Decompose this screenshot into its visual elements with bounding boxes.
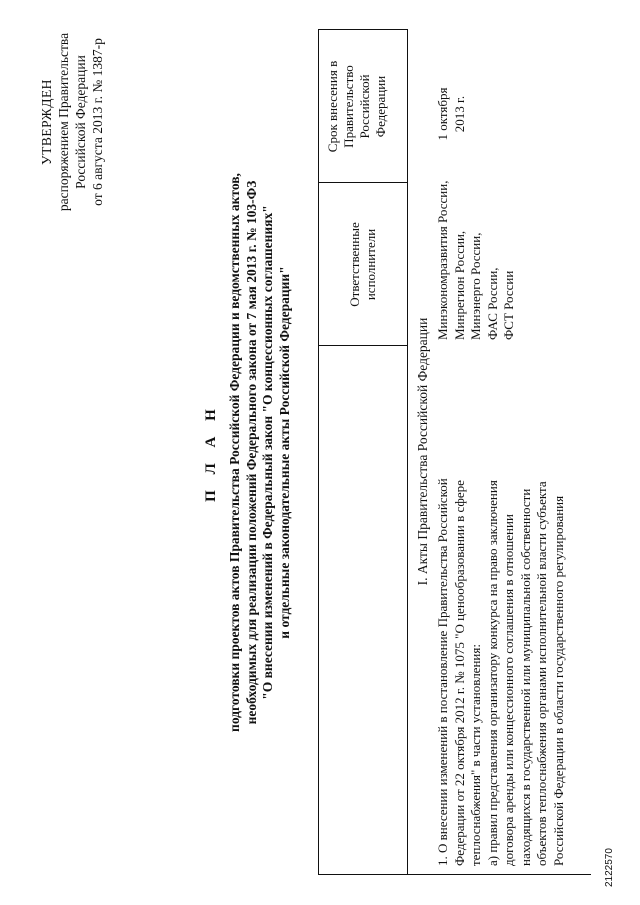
header-divider: [407, 29, 408, 874]
executor-line: Минрегион России,: [451, 230, 467, 340]
approval-line: распоряжением Правительства: [56, 32, 71, 212]
section-heading: I. Акты Правительства Российской Федерации: [415, 317, 430, 586]
item-text-line: договора аренды или концессионного соглашения в отношении: [501, 514, 516, 866]
executor-line: Минэнерго России,: [468, 232, 483, 340]
approval-stamp: [38, 17, 106, 227]
item-text-line: а) правил представления организатору конкурса на право заключения: [484, 480, 500, 866]
item-text-line: теплоснабжения" в части установления:: [468, 644, 483, 866]
deadline-line: 1 октября: [435, 87, 450, 141]
column-header-deadline: [325, 30, 389, 183]
header-line: Правительство: [341, 65, 356, 148]
document-subtitle: [227, 0, 293, 905]
deadline-line: 2013 г.: [451, 95, 467, 133]
table-row-executors: [435, 180, 518, 340]
approval-line: от 6 августа 2013 г. № 1387-р: [90, 38, 105, 206]
executor-line: ФСТ России: [501, 270, 516, 340]
executor-line: ФАС России,: [484, 267, 500, 340]
document-title: П Л А Н: [203, 403, 219, 502]
table-row-deadline: [435, 54, 468, 174]
approval-line: Российской Федерации: [73, 55, 88, 189]
column-header-executors: [347, 183, 379, 346]
header-line: Федерации: [373, 75, 388, 138]
plan-table: [318, 29, 591, 875]
subtitle-line: и отдельные законодательные акты Российской Федерации": [276, 266, 292, 639]
table-row-item-text: [435, 348, 567, 866]
subtitle-line: необходимых для реализации положений Федерального закона от 7 мая 2013 г. № 103-ФЗ: [243, 180, 259, 725]
executor-line: Минэкономразвития России,: [435, 180, 450, 340]
header-line: исполнители: [363, 228, 378, 301]
header-line: Российской: [357, 74, 372, 139]
subtitle-line: подготовки проектов актов Правительства Российской Федерации и ведомственных актов,: [227, 173, 242, 732]
header-line: Срок внесения в: [325, 60, 340, 153]
subtitle-line: "О внесении изменений в Федеральный закон "О концессионных соглашениях": [260, 205, 275, 700]
item-text-line: Российской Федерации в области государственного регулирования: [550, 495, 566, 866]
approval-heading: УТВЕРЖДЕН: [39, 79, 54, 165]
item-text-line: объектов теплоснабжения органами исполнительной власти субъекта: [534, 481, 549, 866]
item-text-line: 1. О внесении изменений в постановление Правительства Российской: [435, 478, 450, 866]
header-line: Ответственные: [347, 222, 362, 307]
item-text-line: Федерации от 22 октября 2012 г. № 1075 "О ценообразовании в сфере: [451, 480, 467, 866]
document-code: 2122570: [604, 848, 615, 887]
item-text-line: находящихся в государственной или муниципальной собственности: [517, 488, 533, 866]
